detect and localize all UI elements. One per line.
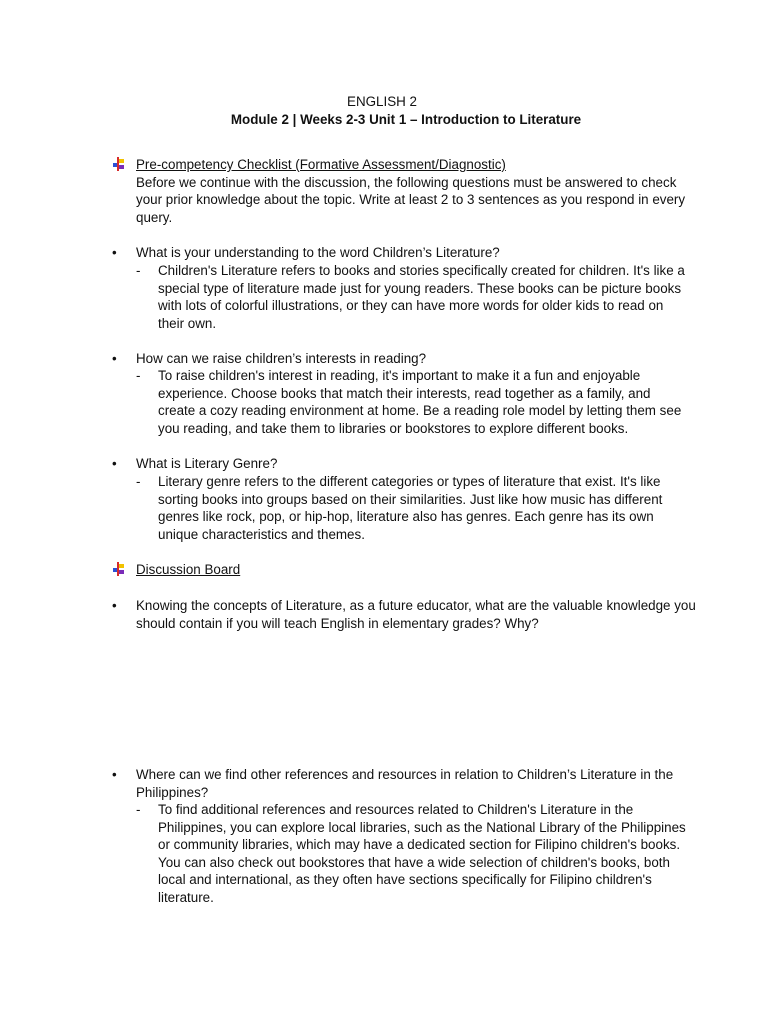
- module-title: Module 2 | Weeks 2-3 Unit 1 – Introduction to Literature: [230, 112, 582, 127]
- checklist-section: [136, 156, 696, 226]
- section-marker-icon: [112, 157, 126, 171]
- checklist-heading: Pre-competency Checklist (Formative Assessment/Diagnostic): [136, 157, 506, 172]
- bullet-marker: •: [112, 351, 117, 366]
- bullet-marker: •: [112, 598, 117, 613]
- answer-5: To find additional references and resources related to Children's Literature in the Philippines, you can explore local libraries, such as the National Library of the Philippines or community libraries, which may have a dedicated section for Filipino children's books. You can also check out bookstores that have a wide selection of children's books, both local and international, as they often have sections specifically for Filipino children's literature.: [158, 802, 686, 905]
- bullet-marker: •: [112, 245, 117, 260]
- dash-marker: -: [136, 263, 141, 278]
- bullet-marker: •: [112, 456, 117, 471]
- question-5: Where can we find other references and resources in relation to Children’s Literature in the Philippines?: [136, 767, 674, 800]
- question-4: Knowing the concepts of Literature, as a future educator, what are the valuable knowledge you should contain if you will teach English in elementary grades? Why?: [136, 598, 696, 631]
- answer-1: Children's Literature refers to books and stories specifically created for children. It's like a special type of literature made just for young readers. These books can be picture books with lots of colorful illustrations, or they can have more words for older kids to read on their own.: [158, 263, 685, 331]
- checklist-intro: Before we continue with the discussion, the following questions must be answered to check your prior knowledge about the topic. Write at least 2 to 3 sentences as you respond in every query.: [136, 174, 686, 225]
- question-3: What is Literary Genre?: [136, 456, 278, 471]
- discussion-heading: Discussion Board: [136, 562, 241, 577]
- bullet-marker: •: [112, 767, 117, 782]
- answer-3: Literary genre refers to the different categories or types of literature that exist. It's like sorting books into groups based on their similarities. Just like how music has different genres like rock, pop, or hip-hop, literature also has genres. Each genre has its own unique characteristics and themes.: [158, 474, 663, 542]
- dash-marker: -: [136, 474, 141, 489]
- section-marker-icon: [112, 562, 126, 576]
- question-2: How can we raise children’s interests in reading?: [136, 351, 427, 366]
- dash-marker: -: [136, 368, 141, 383]
- course-title: ENGLISH 2: [347, 94, 417, 109]
- question-1: What is your understanding to the word Children’s Literature?: [136, 245, 500, 260]
- dash-marker: -: [136, 802, 141, 817]
- answer-2: To raise children's interest in reading, it's important to make it a fun and enjoyable experience. Choose books that match their interests, read together as a family, and create a cozy reading environment at home. Be a reading role model by letting them see you reading, and take them to libraries or bookstores to explore different books.: [158, 368, 682, 436]
